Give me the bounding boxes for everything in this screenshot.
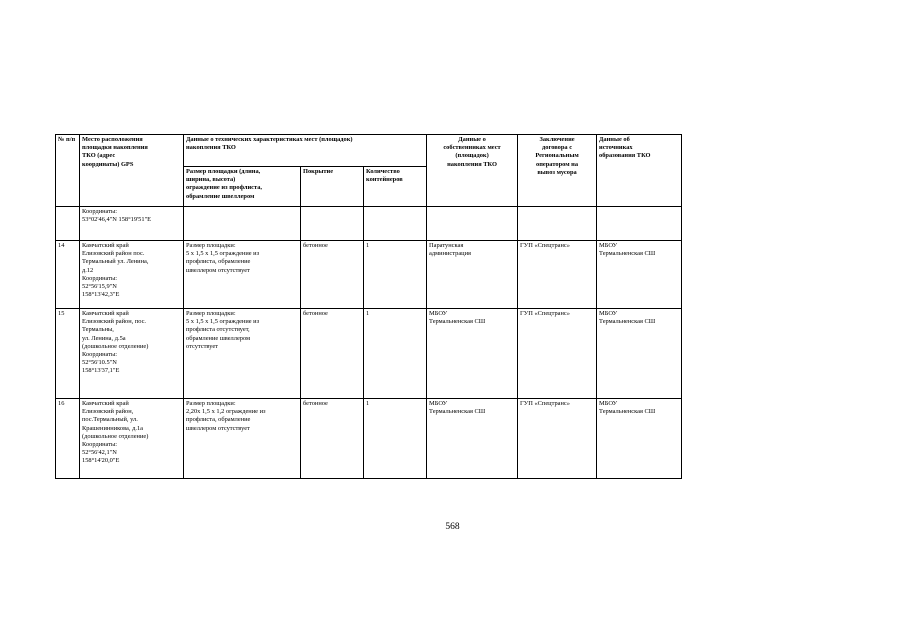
cell-owner <box>427 207 518 241</box>
cell-text-line: МБОУ <box>599 310 618 317</box>
table-row <box>56 309 682 399</box>
header-location <box>80 135 184 207</box>
cell-text-line: Региональным <box>535 152 579 160</box>
cell-source <box>597 309 682 399</box>
cell-num <box>56 207 80 241</box>
cell-text-line: 2,20х 1,5 х 1,2 ограждение из <box>186 408 266 416</box>
tko-register-table <box>55 134 682 479</box>
cell-text-line: Данные о технических характеристиках мест (площадок) <box>186 136 353 143</box>
cell-text-line: Количество <box>366 168 400 175</box>
cell-num: 14 <box>56 241 80 309</box>
cell-text-line: Заключение <box>539 136 575 143</box>
cell-text-line: координаты) GPS <box>82 160 134 168</box>
table-row <box>56 399 682 479</box>
cell-text-line: ТКО (адрес <box>82 152 116 160</box>
header-contract <box>518 135 597 207</box>
cell-text-line: Координаты: <box>82 274 118 282</box>
cell-text-line: накопления ТКО <box>447 160 497 168</box>
cell-text-line: 52°56'10.5"N <box>82 359 117 367</box>
header-sources <box>597 135 682 207</box>
cell-text-line: Размер площадки (длина, <box>186 168 261 175</box>
cell-text-line: Термальны, <box>82 326 114 334</box>
cell-text-line: контейнеров <box>366 176 403 184</box>
cell-text-line: Данные о <box>458 136 486 143</box>
cell-text-line: накопления ТКО <box>186 144 236 152</box>
cell-num: 16 <box>56 399 80 479</box>
cell-contract: ГУП «Спецтранс» <box>518 399 597 479</box>
cell-text-line: пос.Термальный, ул. <box>82 416 138 424</box>
cell-text-line: договора с <box>542 144 573 152</box>
cell-text-line: Координаты: <box>82 208 118 215</box>
cell-text-line: Термальненская СШ <box>429 318 486 326</box>
cell-text-line: д.12 <box>82 266 94 274</box>
cell-text-line: Елизовский район, <box>82 408 134 416</box>
cell-text-line: Паратунская <box>429 242 464 249</box>
cell-text-line: администрация <box>429 250 471 258</box>
cell-text-line: площадки накопления <box>82 144 148 152</box>
cell-text-line: Елизовский район пос. <box>82 250 145 258</box>
cell-size <box>184 241 301 309</box>
cell-location <box>80 399 184 479</box>
cell-text-line: Данные об <box>599 136 630 143</box>
cell-text-line: ул. Ленина, д.5а <box>82 334 126 342</box>
cell-text-line: образования ТКО <box>599 152 651 160</box>
cell-contract: ГУП «Спецтранс» <box>518 241 597 309</box>
cell-text-line: профлиста отсутствует, <box>186 326 250 334</box>
cell-source <box>597 399 682 479</box>
cell-containers: 1 <box>364 309 427 399</box>
cell-text-line: МБОУ <box>599 242 618 249</box>
cell-size <box>184 207 301 241</box>
cell-coating: бетонное <box>301 241 364 309</box>
cell-text-line: Елизовский район, пос. <box>82 318 147 326</box>
header-tech-characteristics <box>184 135 427 167</box>
cell-containers <box>364 207 427 241</box>
cell-text-line: Координаты: <box>82 351 118 359</box>
cell-text-line: обрамление швеллером <box>186 334 251 342</box>
cell-text-line: Крашенинникова, д.1а <box>82 424 143 432</box>
cell-text-line: Камчатский край <box>82 400 129 407</box>
header-containers <box>364 167 427 207</box>
cell-num: 15 <box>56 309 80 399</box>
table-row <box>56 241 682 309</box>
cell-text-line: Место расположения <box>82 136 143 143</box>
cell-text-line: Термальненская СШ <box>599 408 656 416</box>
cell-text-line: 158°13'37,1"E <box>82 367 120 375</box>
cell-location <box>80 241 184 309</box>
cell-text-line: Камчатский край <box>82 242 129 249</box>
cell-text-line: 158°13'42,3"E <box>82 291 120 299</box>
cell-text-line: 5 х 1,5 х 1,5 ограждение из <box>186 318 260 326</box>
cell-coating: бетонное <box>301 399 364 479</box>
header-size <box>184 167 301 207</box>
cell-text-line: 52°56'42,1"N <box>82 449 117 457</box>
cell-text-line: профлиста, обрамление <box>186 416 251 424</box>
cell-location <box>80 309 184 399</box>
cell-text-line: (площадок) <box>455 152 489 160</box>
cell-text-line: 5 х 1,5 х 1,5 ограждение из <box>186 250 260 258</box>
cell-text-line: 158°14'20,0"E <box>82 457 120 465</box>
cell-text-line: МБОУ <box>429 400 448 407</box>
cell-text-line: ширина, высота) <box>186 176 236 184</box>
cell-text-line: (дошкольное отделение) <box>82 432 149 440</box>
cell-coating <box>301 207 364 241</box>
cell-text-line: МБОУ <box>599 400 618 407</box>
cell-text-line: швеллером отсутствует <box>186 424 250 432</box>
cell-text-line: источниках <box>599 144 633 152</box>
cell-coating: бетонное <box>301 309 364 399</box>
cell-text-line: Термальный ул. Ленина, <box>82 258 149 266</box>
cell-text-line: Координаты: <box>82 441 118 449</box>
cell-size <box>184 309 301 399</box>
header-row-1 <box>56 135 682 167</box>
cell-text-line: вывоз мусора <box>537 168 577 176</box>
cell-text-line: Размер площадки: <box>186 400 236 407</box>
cell-containers: 1 <box>364 241 427 309</box>
cell-size <box>184 399 301 479</box>
cell-contract: ГУП «Спецтранс» <box>518 309 597 399</box>
table-row <box>56 207 682 241</box>
cell-text-line: 53°02'46,4"N 158°19'51"E <box>82 216 152 224</box>
cell-text-line: Размер площадки: <box>186 310 236 317</box>
cell-text-line: профлиста, обрамление <box>186 258 251 266</box>
cell-containers: 1 <box>364 399 427 479</box>
cell-source <box>597 241 682 309</box>
cell-text-line: Термальненская СШ <box>599 250 656 258</box>
cell-text-line: 52°56'15,9"N <box>82 283 117 291</box>
cell-contract <box>518 207 597 241</box>
cell-text-line: Размер площадки: <box>186 242 236 249</box>
cell-text-line: обрамление швеллером <box>186 192 255 200</box>
cell-location <box>80 207 184 241</box>
cell-owner <box>427 399 518 479</box>
cell-source <box>597 207 682 241</box>
cell-text-line: (дошкольное отделение) <box>82 342 149 350</box>
cell-text-line: швеллером отсутствует <box>186 266 250 274</box>
cell-owner <box>427 241 518 309</box>
header-coating: Покрытие <box>301 167 364 207</box>
cell-text-line: Термальненская СШ <box>429 408 486 416</box>
header-owners <box>427 135 518 207</box>
cell-text-line: собственниках мест <box>443 144 501 152</box>
cell-text-line: отсутствует <box>186 342 218 350</box>
cell-text-line: оператором на <box>536 160 579 168</box>
cell-text-line: ограждение из профлиста, <box>186 184 263 192</box>
cell-text-line: Термальненская СШ <box>599 318 656 326</box>
cell-owner <box>427 309 518 399</box>
page-number: 568 <box>445 522 460 532</box>
cell-text-line: МБОУ <box>429 310 448 317</box>
cell-text-line: Камчатский край <box>82 310 129 317</box>
header-num: № п/п <box>56 135 80 207</box>
